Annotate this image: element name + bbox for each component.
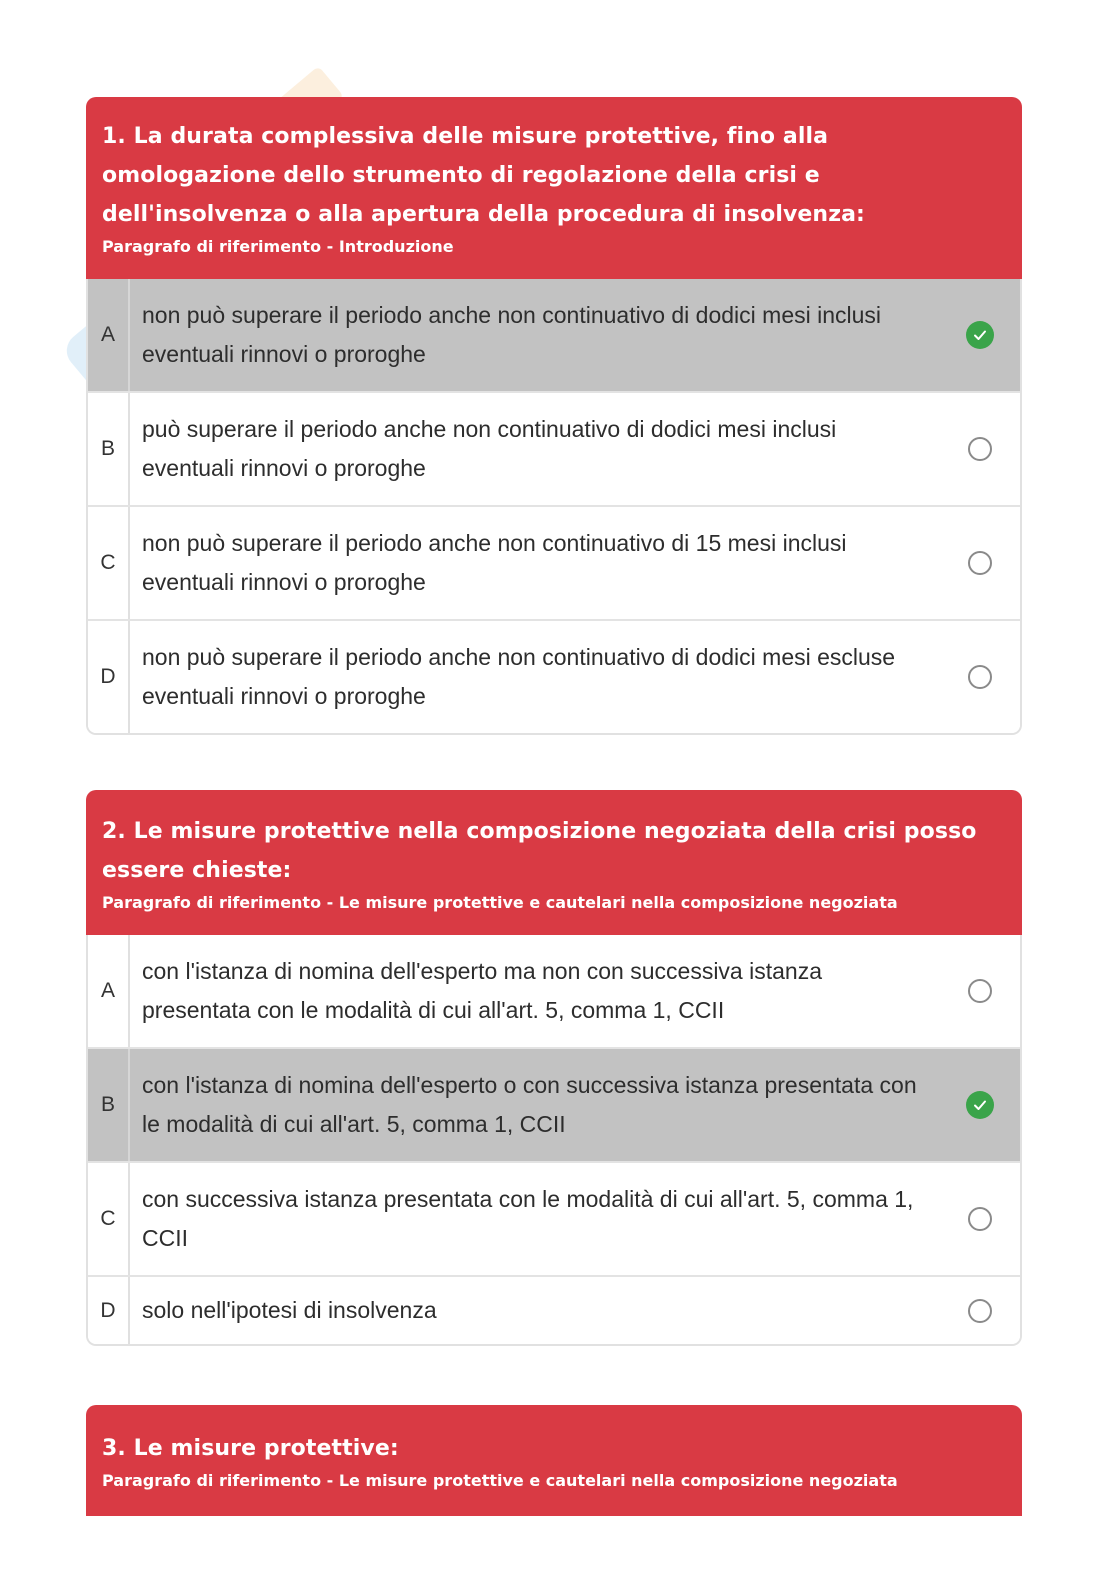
- option-letter: A: [88, 935, 130, 1047]
- answer-option-b[interactable]: [88, 391, 1020, 505]
- answer-option-c[interactable]: [88, 1161, 1020, 1275]
- option-text: non può superare il periodo anche non continuativo di dodici mesi inclusi eventuali rinnovi o proroghe: [142, 302, 882, 367]
- question-header: [86, 790, 1022, 935]
- radio-empty-icon[interactable]: [968, 1299, 992, 1323]
- question-title: 2. Le misure protettive nella composizione negoziata della crisi posso essere chieste:: [102, 819, 977, 883]
- question-reference: Paragrafo di riferimento - Introduzione: [102, 237, 454, 256]
- radio-empty-icon[interactable]: [968, 551, 992, 575]
- option-letter: A: [88, 279, 130, 391]
- option-text: non può superare il periodo anche non continuativo di 15 mesi inclusi eventuali rinnovi o proroghe: [142, 530, 847, 595]
- radio-empty-icon[interactable]: [968, 979, 992, 1003]
- option-letter: B: [88, 1049, 130, 1161]
- answer-option-a[interactable]: [88, 279, 1020, 391]
- question-reference: Paragrafo di riferimento - Le misure protettive e cautelari nella composizione negoziata: [102, 1471, 898, 1490]
- answer-options: [86, 935, 1022, 1346]
- option-indicator: [940, 935, 1020, 1047]
- radio-empty-icon[interactable]: [968, 1207, 992, 1231]
- question-card-2: [86, 790, 1022, 1346]
- answer-option-d[interactable]: [88, 619, 1020, 733]
- answer-options: [86, 279, 1022, 735]
- radio-empty-icon[interactable]: [968, 665, 992, 689]
- question-header: [86, 1405, 1022, 1516]
- option-indicator: [940, 1277, 1020, 1344]
- option-text: con l'istanza di nomina dell'esperto o con successiva istanza presentata con le modalità di cui all'art. 5, comma 1, CCII: [142, 1072, 917, 1137]
- question-title: 1. La durata complessiva delle misure protettive, fino alla omologazione dello strumento di regolazione della crisi e dell'insolvenza o alla apertura della procedura di insolvenza:: [102, 124, 865, 227]
- option-letter: D: [88, 1277, 130, 1344]
- question-header: [86, 97, 1022, 279]
- option-text: con l'istanza di nomina dell'esperto ma non con successiva istanza presentata con le modalità di cui all'art. 5, comma 1, CCII: [142, 958, 822, 1023]
- check-circle-icon: [966, 321, 994, 349]
- answer-option-c[interactable]: [88, 505, 1020, 619]
- option-letter: D: [88, 621, 130, 733]
- radio-empty-icon[interactable]: [968, 437, 992, 461]
- option-letter: B: [88, 393, 130, 505]
- answer-option-b[interactable]: [88, 1047, 1020, 1161]
- option-text: può superare il periodo anche non continuativo di dodici mesi inclusi eventuali rinnovi o proroghe: [142, 416, 837, 481]
- question-card-3: [86, 1405, 1022, 1516]
- answer-option-d[interactable]: [88, 1275, 1020, 1344]
- question-card-1: [86, 97, 1022, 735]
- option-indicator: [940, 393, 1020, 505]
- check-circle-icon: [966, 1091, 994, 1119]
- option-indicator: [940, 507, 1020, 619]
- question-title: 3. Le misure protettive:: [102, 1436, 399, 1461]
- option-text: non può superare il periodo anche non continuativo di dodici mesi escluse eventuali rinnovi o proroghe: [142, 644, 896, 709]
- option-indicator: [940, 1163, 1020, 1275]
- option-indicator: [940, 279, 1020, 391]
- option-indicator: [940, 1049, 1020, 1161]
- question-reference: Paragrafo di riferimento - Le misure protettive e cautelari nella composizione negoziata: [102, 893, 898, 912]
- option-letter: C: [88, 507, 130, 619]
- option-indicator: [940, 621, 1020, 733]
- answer-option-a[interactable]: [88, 935, 1020, 1047]
- option-letter: C: [88, 1163, 130, 1275]
- option-text: solo nell'ipotesi di insolvenza: [142, 1297, 437, 1323]
- option-text: con successiva istanza presentata con le modalità di cui all'art. 5, comma 1, CCII: [142, 1186, 914, 1251]
